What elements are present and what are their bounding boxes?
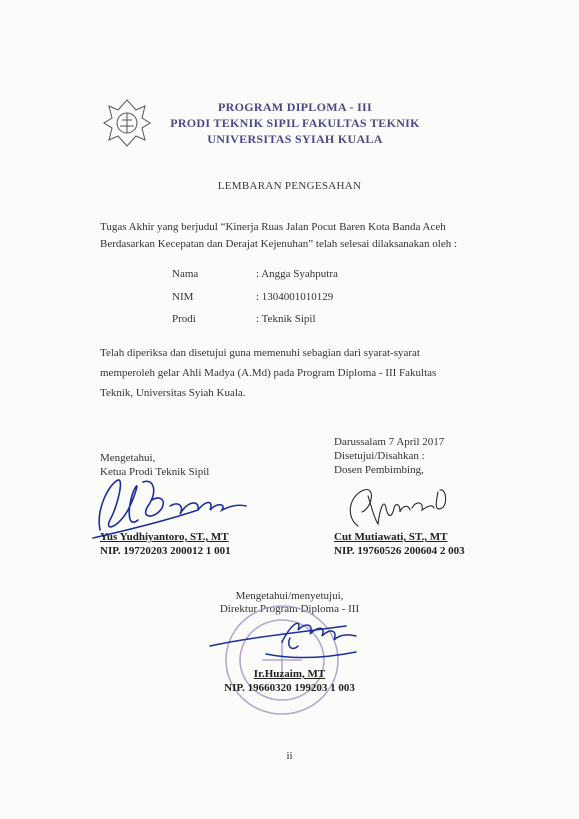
bottom-signer-name: Ir.Huzaim, MT [253,668,326,680]
left-caption-acknowledged: Mengetahui, [100,452,156,464]
bottom-caption-acknowledged: Mengetahui/menyetujui, [235,590,344,602]
left-signer-nip: NIP. 19720203 200012 1 001 [100,545,231,557]
identity-key: NIM [172,291,194,303]
identity-value: : 1304001010129 [256,291,334,303]
right-signer-name: Cut Mutiawati, ST., MT [334,531,448,543]
approval-line-1: Telah diperiksa dan disetujui guna memenuhi sebagian dari syarat-syarat [100,347,420,359]
right-caption-role: Dosen Pembimbing, [334,464,424,476]
identity-value: : Teknik Sipil [256,313,316,325]
bottom-caption-role: Direktur Program Diploma - III [219,603,360,615]
intro-line-1: Tugas Akhir yang berjudul “Kinerja Ruas Jalan Pocut Baren Kota Banda Aceh [100,221,446,233]
right-signer-nip: NIP. 19760526 200604 2 003 [334,545,465,557]
header-program: PROGRAM DIPLOMA - III [218,100,372,114]
right-signature [338,478,458,538]
right-caption-approved: Disetujui/Disahkan : [334,450,425,462]
left-signer-name: Yus Yudhiyantoro, ST., MT [100,531,229,543]
header-university: UNIVERSITAS SYIAH KUALA [207,132,383,146]
identity-row-nim [172,291,333,303]
bottom-signature [206,612,366,672]
intro-paragraph [100,219,488,253]
identity-row-name [172,268,338,280]
identity-key: Nama [172,268,199,280]
bottom-signer-nip: NIP. 19660320 199203 1 003 [224,682,355,694]
identity-value: : Angga Syahputra [256,268,338,280]
signing-date: Darussalam 7 April 2017 [334,436,445,448]
left-caption-role: Ketua Prodi Teknik Sipil [100,466,210,478]
intro-line-2: Berdasarkan Kecepatan dan Derajat Kejenuhan” telah selesai dilaksanakan oleh : [100,238,458,250]
identity-row-prodi [172,313,316,325]
page-number: ii [286,750,293,762]
approval-line-2: memperoleh gelar Ahli Madya (A.Md) pada Program Diploma - III Fakultas [100,367,437,379]
approval-line-3: Teknik, Universitas Syiah Kuala. [100,387,246,399]
approval-paragraph [100,343,488,403]
header-prodi: PRODI TEKNIK SIPIL FAKULTAS TEKNIK [170,116,420,130]
page-title: LEMBARAN PENGESAHAN [217,180,362,192]
university-logo [100,96,154,150]
identity-key: Prodi [172,313,196,325]
